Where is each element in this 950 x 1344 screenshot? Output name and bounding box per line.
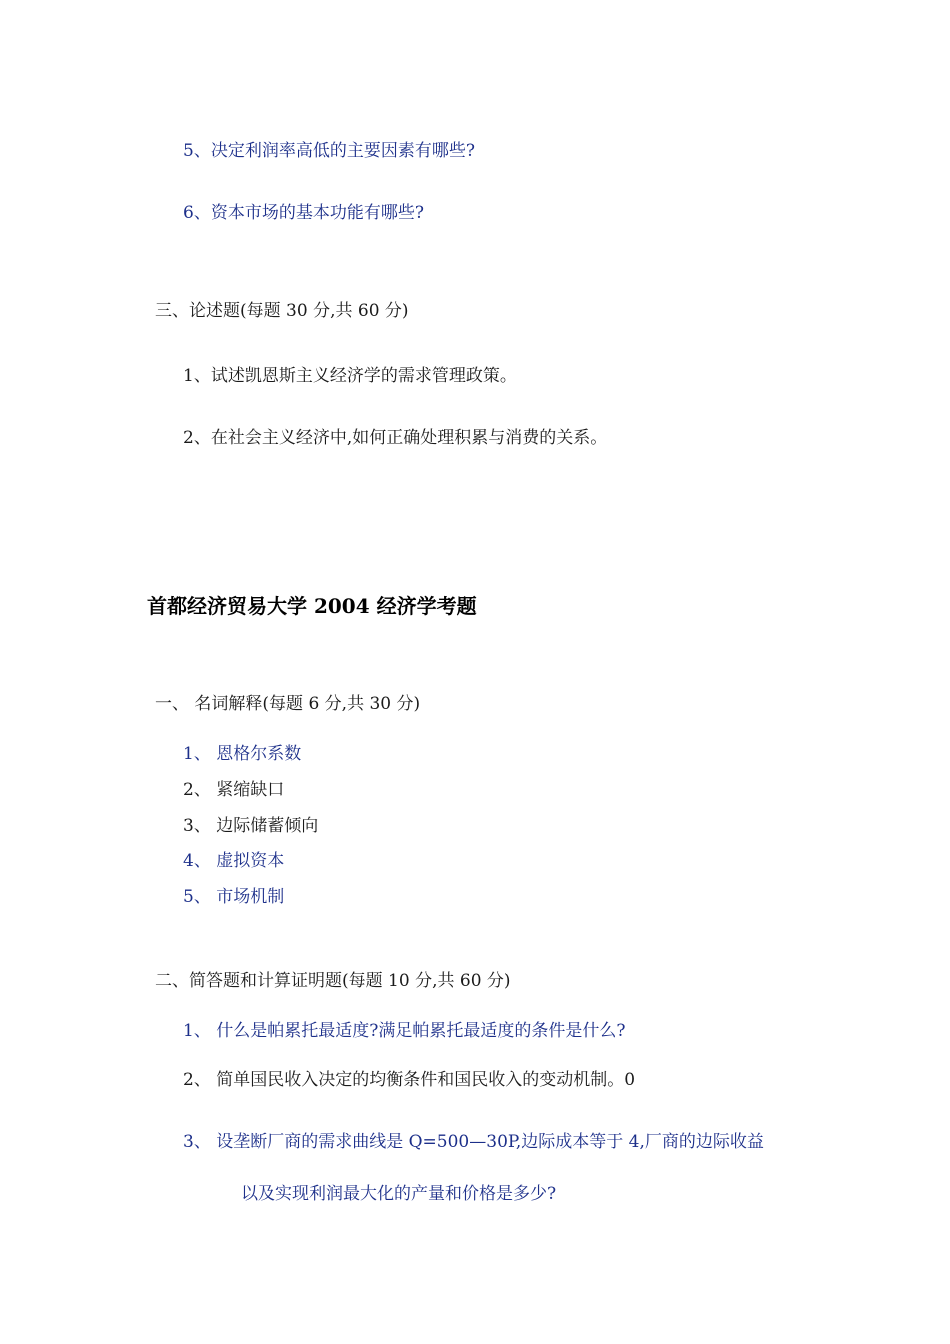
section-3-question-2: 2、在社会主义经济中,如何正确处理积累与消费的关系。 (183, 428, 608, 448)
exam-title: 首都经济贸易大学 2004 经济学考题 (147, 594, 477, 618)
section-2-question-2: 2、 简单国民收入决定的均衡条件和国民收入的变动机制。0 (183, 1070, 636, 1090)
section-3-heading: 三、论述题(每题 30 分,共 60 分) (155, 301, 409, 321)
term-item: 4、 虚拟资本 (183, 851, 285, 871)
section-2-heading: 二、简答题和计算证明题(每题 10 分,共 60 分) (155, 971, 511, 991)
section-2-question-1: 1、 什么是帕累托最适度?满足帕累托最适度的条件是什么? (183, 1021, 626, 1041)
term-item: 5、 市场机制 (183, 887, 285, 907)
term-item: 2、 紧缩缺口 (183, 780, 285, 800)
term-item: 3、 边际储蓄倾向 (183, 816, 319, 836)
section-2-question-3-continued: 以及实现利润最大化的产量和价格是多少? (241, 1184, 557, 1204)
section-1-heading: 一、 名词解释(每题 6 分,共 30 分) (155, 694, 421, 714)
section-3-question-1: 1、试述凯恩斯主义经济学的需求管理政策。 (183, 366, 517, 386)
term-item: 1、 恩格尔系数 (183, 744, 302, 764)
section-2-question-3: 3、 设垄断厂商的需求曲线是 Q=500—30P,边际成本等于 4,厂商的边际收益 (183, 1132, 764, 1152)
question-5: 5、决定利润率高低的主要因素有哪些? (183, 141, 475, 161)
question-6: 6、资本市场的基本功能有哪些? (183, 203, 424, 223)
